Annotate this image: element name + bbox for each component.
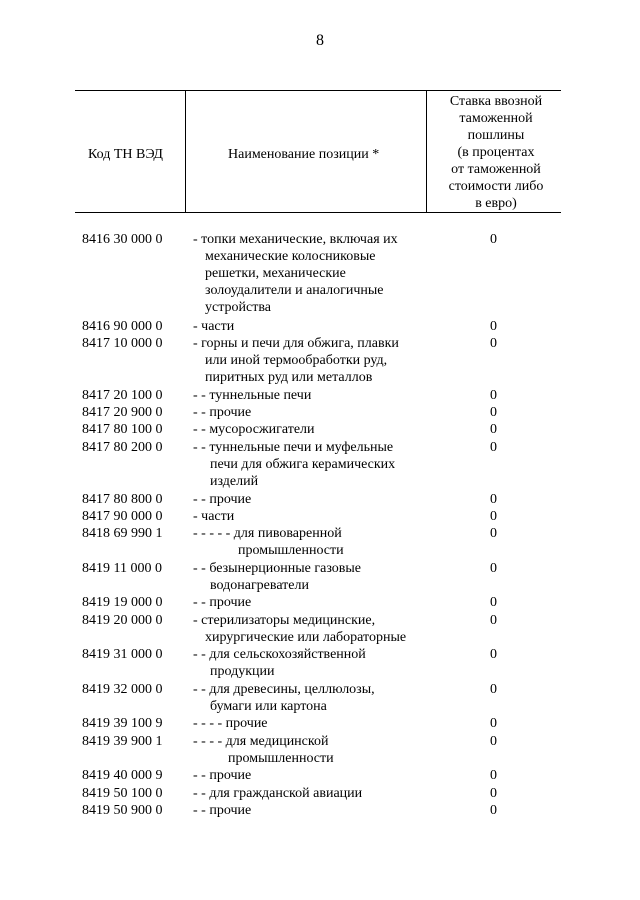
tnved-code: 8419 39 100 9 xyxy=(82,716,163,732)
tnved-code: 8419 31 000 0 xyxy=(82,647,163,663)
position-name-line: - - для сельскохозяйственной xyxy=(193,647,366,663)
duty-rate: 0 xyxy=(490,802,497,818)
position-name-line: - части xyxy=(193,508,235,524)
position-name xyxy=(193,767,425,784)
position-name xyxy=(193,715,425,732)
position-name-line: - - прочие xyxy=(193,768,252,784)
position-name xyxy=(193,491,425,508)
position-name xyxy=(193,387,425,404)
column-divider-2 xyxy=(426,90,427,213)
position-name-line: - стерилизаторы медицинские, xyxy=(193,612,376,628)
position-name-line: - - - - - для пивоваренной xyxy=(193,526,342,542)
position-name xyxy=(193,335,425,386)
header-rate-line: от таможенной xyxy=(451,162,541,177)
position-name xyxy=(193,612,425,646)
tnved-code: 8419 19 000 0 xyxy=(82,595,163,611)
position-name-line: - - для древесины, целлюлозы, xyxy=(193,681,375,697)
column-divider-1 xyxy=(185,90,186,213)
position-name-line: решетки, механические xyxy=(205,266,346,281)
duty-rate: 0 xyxy=(490,785,497,801)
tnved-code: 8416 30 000 0 xyxy=(82,232,163,247)
position-name-line: - - - - прочие xyxy=(193,716,268,732)
position-name-line: пиритных руд или металлов xyxy=(205,369,373,385)
position-name-line: - - прочие xyxy=(193,491,252,507)
header-rate-line: стоимости либо xyxy=(448,179,544,194)
position-name xyxy=(193,560,425,594)
tnved-code: 8419 50 900 0 xyxy=(82,802,163,818)
position-name-line: - - прочие xyxy=(193,802,252,818)
duty-rate: 0 xyxy=(490,335,497,351)
position-name xyxy=(193,231,425,316)
position-name-line: - горны и печи для обжига, плавки xyxy=(193,335,399,351)
position-name-line: - - мусоросжигатели xyxy=(193,422,315,438)
duty-rate: 0 xyxy=(490,439,497,455)
position-name-line: механические колосниковые xyxy=(205,249,376,264)
position-name-line: печи для обжига керамических xyxy=(210,456,396,472)
position-name-line: золоудалители и аналогичные xyxy=(205,283,384,298)
duty-rate: 0 xyxy=(490,508,497,524)
position-name-line: - - прочие xyxy=(193,405,252,420)
duty-rate: 0 xyxy=(490,422,497,438)
position-name xyxy=(193,681,425,715)
header-rate xyxy=(432,93,560,212)
tnved-code: 8418 69 990 1 xyxy=(82,526,163,542)
position-name xyxy=(193,508,425,525)
duty-rate: 0 xyxy=(490,526,497,542)
position-name-line: - - для гражданской авиации xyxy=(193,785,363,801)
position-name-line: водонагреватели xyxy=(210,577,309,593)
header-rate-line: в евро) xyxy=(475,196,517,211)
position-name xyxy=(193,421,425,438)
tnved-code: 8417 20 100 0 xyxy=(82,387,163,403)
header-code: Код ТН ВЭД xyxy=(88,147,163,162)
position-name-line: - - туннельные печи xyxy=(193,387,312,403)
position-name-line: - - туннельные печи и муфельные xyxy=(193,439,394,455)
duty-rate: 0 xyxy=(490,405,497,420)
duty-rate: 0 xyxy=(490,612,497,628)
duty-rate: 0 xyxy=(490,560,497,576)
duty-rate: 0 xyxy=(490,768,497,784)
position-name-line: промышленности xyxy=(228,750,334,766)
duty-rate: 0 xyxy=(490,681,497,697)
position-name xyxy=(193,318,425,335)
tnved-code: 8417 80 800 0 xyxy=(82,491,163,507)
position-name xyxy=(193,646,425,680)
position-name-line: - топки механические, включая их xyxy=(193,232,398,247)
position-name xyxy=(193,525,425,559)
position-name-line: или иной термообработки руд, xyxy=(205,352,388,368)
duty-rate: 0 xyxy=(490,387,497,403)
position-name-line: изделий xyxy=(210,473,259,489)
duty-rate: 0 xyxy=(490,647,497,663)
header-rate-line: (в процентах xyxy=(457,145,535,160)
header-rate-line: таможенной xyxy=(459,111,533,126)
page-number: 8 xyxy=(316,32,324,49)
duty-rate: 0 xyxy=(490,318,497,334)
duty-rate: 0 xyxy=(490,716,497,732)
position-name-line: - - безынерционные газовые xyxy=(193,560,362,576)
position-name xyxy=(193,404,425,421)
position-name-line: - - прочие xyxy=(193,595,252,611)
position-name xyxy=(193,785,425,802)
header-rate-line: пошлины xyxy=(467,128,525,143)
duty-rate: 0 xyxy=(490,491,497,507)
position-name-line: продукции xyxy=(210,664,275,680)
position-name-line: хирургические или лабораторные xyxy=(205,629,407,645)
tnved-code: 8417 20 900 0 xyxy=(82,405,163,420)
tnved-code: 8419 39 900 1 xyxy=(82,733,163,749)
tnved-code: 8419 20 000 0 xyxy=(82,612,163,628)
tnved-code: 8417 80 200 0 xyxy=(82,439,163,455)
tnved-code: 8417 10 000 0 xyxy=(82,335,163,351)
position-name xyxy=(193,594,425,611)
position-name-line: - части xyxy=(193,318,235,334)
header-rate-line: Ставка ввозной xyxy=(449,94,543,109)
position-name xyxy=(193,733,425,767)
tnved-code: 8416 90 000 0 xyxy=(82,318,163,334)
duty-rate: 0 xyxy=(490,232,497,247)
duty-rate: 0 xyxy=(490,595,497,611)
table-top-rule xyxy=(75,90,561,91)
position-name-line: бумаги или картона xyxy=(210,698,327,714)
tnved-code: 8419 32 000 0 xyxy=(82,681,163,697)
position-name xyxy=(193,802,425,819)
header-bottom-rule xyxy=(75,212,561,213)
tnved-code: 8417 90 000 0 xyxy=(82,508,163,524)
duty-rate: 0 xyxy=(490,733,497,749)
position-name xyxy=(193,439,425,490)
position-name-line: промышленности xyxy=(238,543,344,559)
tnved-code: 8419 40 000 9 xyxy=(82,768,163,784)
tnved-code: 8419 11 000 0 xyxy=(82,560,162,576)
position-name-line: устройства xyxy=(205,300,271,315)
position-name-line: - - - - для медицинской xyxy=(193,733,329,749)
tnved-code: 8417 80 100 0 xyxy=(82,422,163,438)
tnved-code: 8419 50 100 0 xyxy=(82,785,163,801)
header-name: Наименование позиции * xyxy=(228,147,380,162)
